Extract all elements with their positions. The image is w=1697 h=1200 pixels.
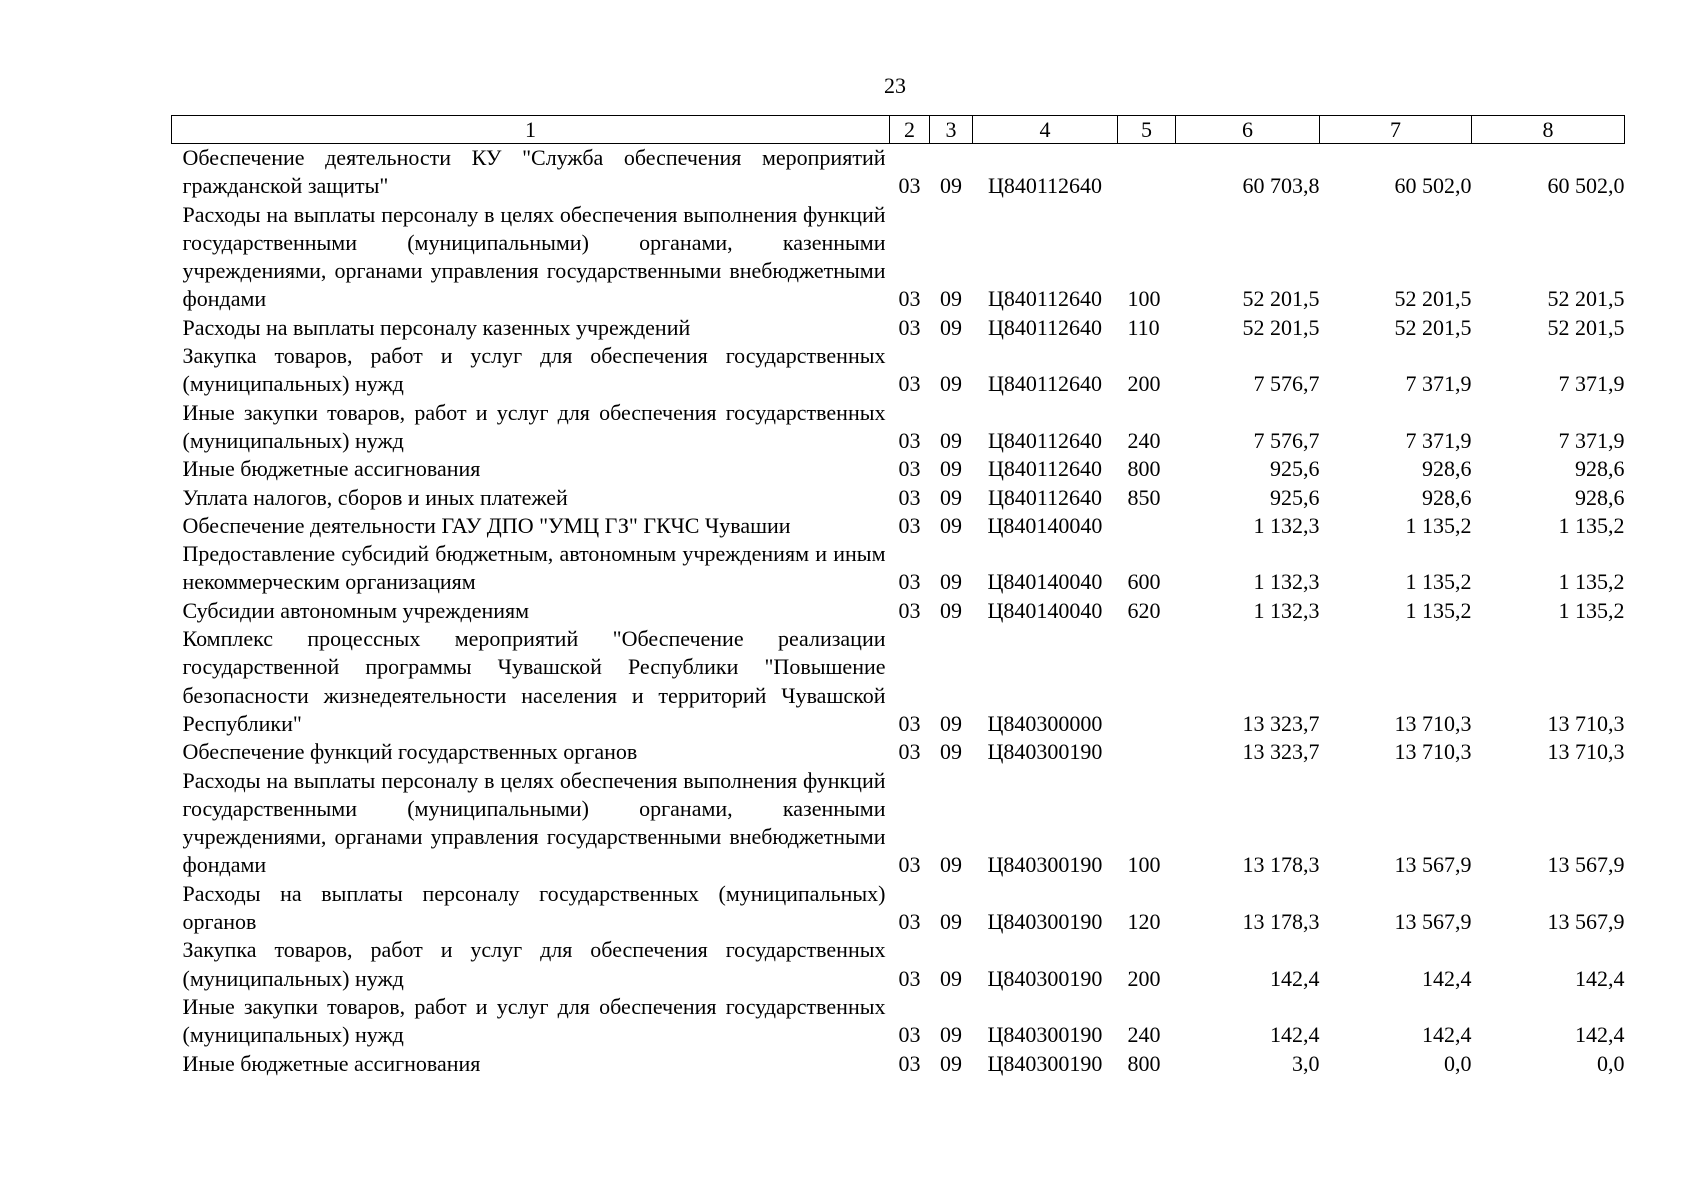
row-name: Расходы на выплаты персоналу в целях обеспечения выполнения функций государственными (муниципальными) органами, казенными учреждениями, органами управления государственными внебюджетными фондами bbox=[182, 767, 886, 878]
row-amount-1: 52 201,5 bbox=[1242, 286, 1320, 312]
row-expense-type bbox=[1118, 144, 1176, 201]
row-amount-3: 0,0 bbox=[1597, 1050, 1625, 1076]
row-section: 03 bbox=[898, 173, 921, 199]
row-name: Уплата налогов, сборов и иных платежей bbox=[182, 484, 568, 510]
row-name: Иные бюджетные ассигнования bbox=[182, 1050, 481, 1076]
row-section: 03 bbox=[898, 512, 921, 538]
row-subsection: 09 bbox=[940, 484, 962, 510]
header-col-3: 3 bbox=[930, 116, 973, 144]
header-col-2: 2 bbox=[890, 116, 930, 144]
row-amount-3: 13 567,9 bbox=[1547, 852, 1625, 878]
table-row bbox=[172, 880, 1625, 937]
row-amount-1: 13 178,3 bbox=[1242, 909, 1320, 935]
row-name: Предоставление субсидий бюджетным, автономным учреждениям и иным некоммерческим организациям bbox=[182, 541, 886, 595]
table-row bbox=[172, 597, 1625, 625]
table-row bbox=[172, 625, 1625, 738]
budget-table bbox=[171, 115, 1625, 1078]
row-subsection: 09 bbox=[940, 710, 962, 736]
table-row bbox=[172, 936, 1625, 993]
row-name: Обеспечение деятельности ГАУ ДПО "УМЦ ГЗ" ГКЧС Чувашии bbox=[182, 512, 791, 538]
row-subsection: 09 bbox=[940, 909, 962, 935]
row-amount-2: 142,4 bbox=[1422, 965, 1472, 991]
row-amount-2: 13 567,9 bbox=[1394, 909, 1472, 935]
row-expense-type: 200 bbox=[1127, 965, 1161, 991]
header-col-8: 8 bbox=[1472, 116, 1625, 144]
row-section: 03 bbox=[898, 371, 921, 397]
row-target-article: Ц840300190 bbox=[987, 1022, 1103, 1048]
row-name: Расходы на выплаты персоналу государственных (муниципальных) органов bbox=[182, 880, 886, 935]
row-amount-2: 1 135,2 bbox=[1405, 597, 1472, 623]
row-section: 03 bbox=[898, 852, 921, 878]
row-target-article: Ц840300190 bbox=[987, 852, 1103, 878]
row-amount-1: 7 576,7 bbox=[1253, 371, 1320, 397]
table-row bbox=[172, 342, 1625, 399]
row-amount-2: 1 135,2 bbox=[1405, 569, 1472, 595]
row-amount-1: 60 703,8 bbox=[1242, 173, 1320, 199]
row-target-article: Ц840140040 bbox=[987, 569, 1103, 595]
table-body bbox=[172, 144, 1625, 1078]
row-target-article: Ц840300190 bbox=[987, 1050, 1103, 1076]
row-target-article: Ц840300190 bbox=[987, 739, 1103, 765]
row-target-article: Ц840112640 bbox=[987, 484, 1103, 510]
row-target-article: Ц840112640 bbox=[987, 286, 1103, 312]
row-expense-type bbox=[1118, 738, 1176, 766]
row-expense-type: 800 bbox=[1127, 456, 1161, 482]
header-col-6: 6 bbox=[1176, 116, 1320, 144]
row-amount-1: 1 132,3 bbox=[1253, 569, 1320, 595]
row-amount-3: 52 201,5 bbox=[1547, 314, 1625, 340]
row-amount-1: 13 323,7 bbox=[1242, 710, 1320, 736]
row-expense-type: 120 bbox=[1127, 909, 1161, 935]
row-name: Закупка товаров, работ и услуг для обеспечения государственных (муниципальных) нужд bbox=[182, 937, 886, 991]
table-row bbox=[172, 399, 1625, 456]
row-amount-1: 1 132,3 bbox=[1253, 597, 1320, 623]
row-subsection: 09 bbox=[940, 1050, 962, 1076]
row-expense-type bbox=[1118, 512, 1176, 540]
row-section: 03 bbox=[898, 484, 921, 510]
row-expense-type: 800 bbox=[1127, 1050, 1161, 1076]
row-name: Обеспечение функций государственных органов bbox=[182, 739, 638, 765]
row-expense-type: 240 bbox=[1127, 1022, 1161, 1048]
row-amount-3: 1 135,2 bbox=[1558, 569, 1625, 595]
row-name: Обеспечение деятельности КУ "Служба обеспечения мероприятий гражданской защиты" bbox=[182, 145, 886, 199]
table-row bbox=[172, 512, 1625, 540]
row-expense-type: 100 bbox=[1127, 286, 1161, 312]
row-amount-2: 928,6 bbox=[1422, 484, 1472, 510]
row-subsection: 09 bbox=[940, 173, 962, 199]
row-amount-1: 52 201,5 bbox=[1242, 314, 1320, 340]
header-col-7: 7 bbox=[1320, 116, 1472, 144]
row-amount-1: 142,4 bbox=[1270, 965, 1320, 991]
row-subsection: 09 bbox=[940, 965, 962, 991]
row-subsection: 09 bbox=[940, 286, 962, 312]
row-amount-2: 7 371,9 bbox=[1405, 371, 1472, 397]
row-target-article: Ц840112640 bbox=[987, 371, 1103, 397]
row-name: Иные бюджетные ассигнования bbox=[182, 456, 481, 482]
row-amount-3: 52 201,5 bbox=[1547, 286, 1625, 312]
table-row bbox=[172, 455, 1625, 483]
row-target-article: Ц840112640 bbox=[987, 456, 1103, 482]
row-name: Закупка товаров, работ и услуг для обеспечения государственных (муниципальных) нужд bbox=[182, 343, 886, 397]
row-target-article: Ц840140040 bbox=[987, 512, 1103, 538]
row-amount-3: 1 135,2 bbox=[1558, 512, 1625, 538]
row-subsection: 09 bbox=[940, 314, 962, 340]
row-section: 03 bbox=[898, 739, 921, 765]
row-target-article: Ц840112640 bbox=[987, 314, 1103, 340]
row-expense-type: 600 bbox=[1127, 569, 1161, 595]
row-amount-3: 142,4 bbox=[1575, 1022, 1625, 1048]
table-row bbox=[172, 484, 1625, 512]
row-amount-2: 0,0 bbox=[1444, 1050, 1472, 1076]
row-amount-3: 928,6 bbox=[1575, 484, 1625, 510]
row-target-article: Ц840112640 bbox=[987, 173, 1103, 199]
row-amount-2: 13 710,3 bbox=[1394, 710, 1472, 736]
table-row bbox=[172, 767, 1625, 880]
row-amount-1: 7 576,7 bbox=[1253, 427, 1320, 453]
table-row bbox=[172, 314, 1625, 342]
row-subsection: 09 bbox=[940, 371, 962, 397]
row-subsection: 09 bbox=[940, 597, 962, 623]
row-subsection: 09 bbox=[940, 852, 962, 878]
row-amount-2: 7 371,9 bbox=[1405, 427, 1472, 453]
table-row bbox=[172, 738, 1625, 766]
row-section: 03 bbox=[898, 909, 921, 935]
row-target-article: Ц840300190 bbox=[987, 965, 1103, 991]
table-header bbox=[172, 116, 1625, 144]
row-name: Иные закупки товаров, работ и услуг для обеспечения государственных (муниципальных) нужд bbox=[182, 993, 886, 1048]
row-amount-1: 13 323,7 bbox=[1242, 739, 1320, 765]
row-subsection: 09 bbox=[940, 569, 962, 595]
row-expense-type: 620 bbox=[1127, 597, 1161, 623]
table-row bbox=[172, 201, 1625, 314]
row-amount-2: 142,4 bbox=[1422, 1022, 1472, 1048]
row-section: 03 bbox=[898, 569, 921, 595]
table-row bbox=[172, 1050, 1625, 1078]
row-amount-3: 928,6 bbox=[1575, 456, 1625, 482]
row-amount-1: 925,6 bbox=[1270, 484, 1320, 510]
row-section: 03 bbox=[898, 456, 921, 482]
row-amount-2: 928,6 bbox=[1422, 456, 1472, 482]
table-row bbox=[172, 993, 1625, 1050]
header-col-4: 4 bbox=[973, 116, 1118, 144]
row-name: Расходы на выплаты персоналу казенных учреждений bbox=[182, 314, 691, 340]
row-section: 03 bbox=[898, 965, 921, 991]
row-expense-type: 850 bbox=[1127, 484, 1161, 510]
row-amount-2: 1 135,2 bbox=[1405, 512, 1472, 538]
row-section: 03 bbox=[898, 1050, 921, 1076]
row-amount-3: 7 371,9 bbox=[1558, 371, 1625, 397]
row-amount-1: 3,0 bbox=[1292, 1050, 1320, 1076]
row-amount-2: 52 201,5 bbox=[1394, 314, 1472, 340]
row-subsection: 09 bbox=[940, 1022, 962, 1048]
row-amount-3: 7 371,9 bbox=[1558, 427, 1625, 453]
row-section: 03 bbox=[898, 597, 921, 623]
row-expense-type bbox=[1118, 625, 1176, 738]
row-name: Комплекс процессных мероприятий "Обеспечение реализации государственной программы Чувашской Республики "Повышение безопасности жизнедеятельности населения и территорий Чувашской Республики" bbox=[182, 626, 886, 736]
row-amount-1: 1 132,3 bbox=[1253, 512, 1320, 538]
row-amount-2: 60 502,0 bbox=[1394, 173, 1472, 199]
row-name: Иные закупки товаров, работ и услуг для обеспечения государственных (муниципальных) нужд bbox=[182, 399, 886, 453]
row-target-article: Ц840112640 bbox=[987, 427, 1103, 453]
row-amount-2: 13 710,3 bbox=[1394, 739, 1472, 765]
row-amount-1: 13 178,3 bbox=[1242, 852, 1320, 878]
row-expense-type: 100 bbox=[1127, 852, 1161, 878]
row-subsection: 09 bbox=[940, 512, 962, 538]
row-subsection: 09 bbox=[940, 739, 962, 765]
row-section: 03 bbox=[898, 427, 921, 453]
row-amount-3: 13 567,9 bbox=[1547, 909, 1625, 935]
row-expense-type: 240 bbox=[1127, 427, 1161, 453]
table-row bbox=[172, 144, 1625, 201]
row-amount-3: 142,4 bbox=[1575, 965, 1625, 991]
row-amount-2: 13 567,9 bbox=[1394, 852, 1472, 878]
header-row bbox=[172, 116, 1625, 144]
row-amount-1: 925,6 bbox=[1270, 456, 1320, 482]
table-row bbox=[172, 540, 1625, 597]
row-target-article: Ц840140040 bbox=[987, 597, 1103, 623]
row-expense-type: 200 bbox=[1127, 371, 1161, 397]
header-col-5: 5 bbox=[1118, 116, 1176, 144]
row-name: Субсидии автономным учреждениям bbox=[182, 597, 530, 623]
row-amount-3: 1 135,2 bbox=[1558, 597, 1625, 623]
row-target-article: Ц840300190 bbox=[987, 909, 1103, 935]
row-section: 03 bbox=[898, 314, 921, 340]
row-section: 03 bbox=[898, 286, 921, 312]
row-amount-3: 13 710,3 bbox=[1547, 739, 1625, 765]
row-amount-1: 142,4 bbox=[1270, 1022, 1320, 1048]
row-target-article: Ц840300000 bbox=[987, 710, 1103, 736]
row-section: 03 bbox=[898, 710, 921, 736]
row-subsection: 09 bbox=[940, 456, 962, 482]
row-amount-2: 52 201,5 bbox=[1394, 286, 1472, 312]
row-subsection: 09 bbox=[940, 427, 962, 453]
row-name: Расходы на выплаты персоналу в целях обеспечения выполнения функций государственными (муниципальными) органами, казенными учреждениями, органами управления государственными внебюджетными фондами bbox=[182, 201, 886, 312]
header-col-1: 1 bbox=[172, 116, 890, 144]
page-number: 23 bbox=[884, 73, 906, 98]
row-amount-3: 60 502,0 bbox=[1547, 173, 1625, 199]
row-amount-3: 13 710,3 bbox=[1547, 710, 1625, 736]
row-expense-type: 110 bbox=[1127, 314, 1160, 340]
row-section: 03 bbox=[898, 1022, 921, 1048]
